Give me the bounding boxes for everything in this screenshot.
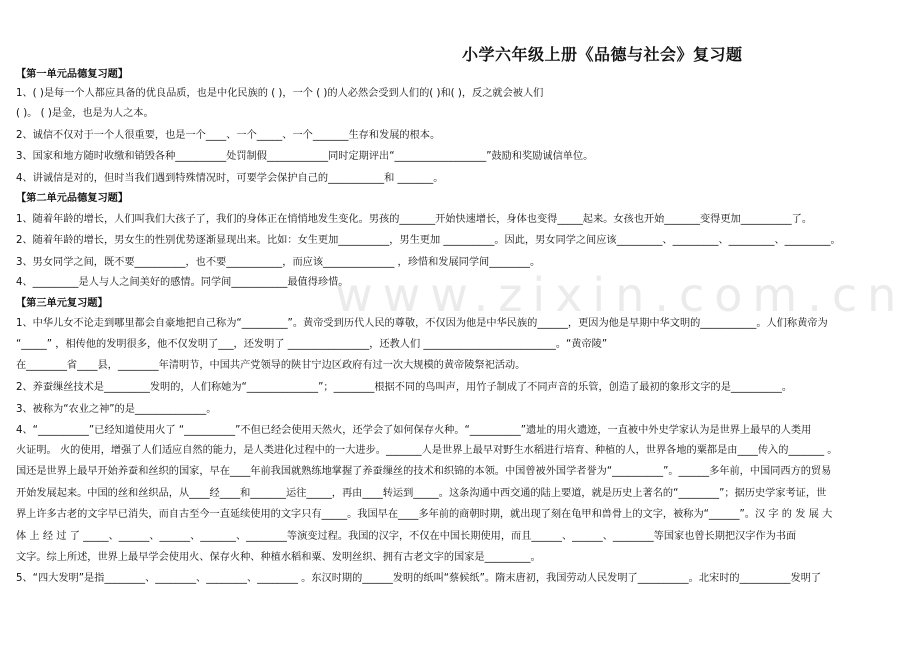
section-heading-3: 【第三单元复习题】 [16, 298, 108, 309]
text-line: 2、养蚕缫丝技术是_________发明的，人们称她为“______________”；________根据不同的鸟叫声，用竹子制成了不同声音的乐管，创造了最初的象形文字的是__________。 [16, 382, 793, 393]
text-line: 2、随着年龄的增长，男女生的性别优势逐渐显现出来。比如：女生更加__________，男生更加 __________。因此，男女同学之间应该_________、_________、_________、_________。 [16, 235, 841, 246]
text-line: 体 上 经 过 了 _____、______、______、_______、________等演变过程。我国的汉字，不仅在中国长期使用，而且______、______、________等国家也曾长期把汉字作为书面 [16, 531, 797, 542]
text-line: 1、随着年龄的增长，人们叫我们大孩子了，我们的身体正在悄悄地发生变化。男孩的_______开始快速增长，身体也变得_____起来。女孩也开始_______变得更加__________了。 [16, 214, 813, 225]
watermark: www.zixin.com.cn [335, 268, 907, 322]
page-title: 小学六年级上册《品德与社会》复习题 [462, 45, 743, 64]
text-line: 2、诚信不仅对于一个人很重要，也是一个____、一个_____、一个_______生存和发展的根本。 [16, 130, 441, 141]
text-line: 3、被称为“农业之神”的是______________。 [16, 404, 217, 415]
text-line: 4、_________是人与人之间美好的感情。同学间___________最值得珍惜。 [16, 277, 349, 288]
text-line: 文字。综上所述，世界上最早学会使用火、保存火种、种植水稻和粟、发明丝织、拥有古老文字的国家是_________。 [16, 552, 541, 563]
text-line: 1、中华儿女不论走到哪里都会自豪地把自己称为“_________”。黄帝受到历代人民的尊敬，不仅因为他是中华民族的______，更因为他是早期中华文明的___________。人们称黄帝为 [16, 318, 828, 329]
text-line: “_____” ，相传他的发明很多，他不仅发明了___，还发明了 ________________，还教人们 __________________________。“黄帝陵” [16, 339, 608, 350]
text-line: 4、“__________”已经知道使用火了 “__________”不但已经会使用天然火，还学会了如何保存火种。“__________”遗址的用火遗迹，一直被中外史学家认为是世界上最早的人类用 [16, 425, 812, 436]
text-line: ( )。 ( )是金，也是为人之本。 [16, 108, 154, 119]
text-line: 3、国家和地方随时收缴和销毁各种__________处罚制假____________同时定期评出“__________________”鼓励和奖励诚信单位。 [16, 151, 594, 162]
text-line: 界上许多古老的文字早已消失，而自古至今一直延续使用的文字只有_____。我国早在____多年前的商朝时期，就出现了刻在龟甲和兽骨上的文字，被称为“______”。汉 字 的 发 展 大 [16, 509, 833, 520]
text-line: 3、男女同学之间，既不要__________，也不要___________，而应该______________ ，珍惜和发展同学间________。 [16, 257, 541, 268]
text-line: 1、( )是每一个人都应具备的优良品质，也是中化民族的 ( )，一个 ( )的人必然会受到人们的( )和( )，反之就会被人们 [16, 88, 544, 99]
text-line: 国还是世界上最早开始养蚕和丝织的国家，早在____年前我国就熟练地掌握了养蚕缫丝的技术和织锦的本领。中国曾被外国学者誉为“__________”。______多年前，中国同西方的贸易 [16, 466, 832, 477]
section-heading-2: 【第二单元品德复习题】 [16, 193, 129, 204]
text-line: 在________省____县，________年清明节，中国共产党领导的陕甘宁边区政府有过一次大规模的黄帝陵祭祀活动。 [16, 360, 526, 371]
section-heading-1: 【第一单元品德复习题】 [16, 69, 129, 80]
text-line: 4、讲诚信是对的，但时当我们遇到特殊情况时，可要学会保护自己的___________和 _______。 [16, 173, 444, 184]
text-line: 开始发展起来。中国的丝和丝织品，从____经____和_______运往_____，再由____转运到_____。这条沟通中西交通的陆上要道，就是历史上著名的“________”；据历史学家考证，世 [16, 488, 827, 499]
text-line: 火证明。 火的使用，增强了人们适应自然的能力，是人类进化过程中的一大进步。_______人是世界上最早对野生水稻进行培育、种植的人，世界各地的粟都是由____传入的_______ 。 [16, 445, 838, 456]
text-line: 5、“四大发明”是指________、________、________、________ 。东汉时期的______发明的纸叫“蔡候纸”。隋末唐初，我国劳动人民发明了__________。北宋时的__________发明了 [16, 573, 822, 584]
